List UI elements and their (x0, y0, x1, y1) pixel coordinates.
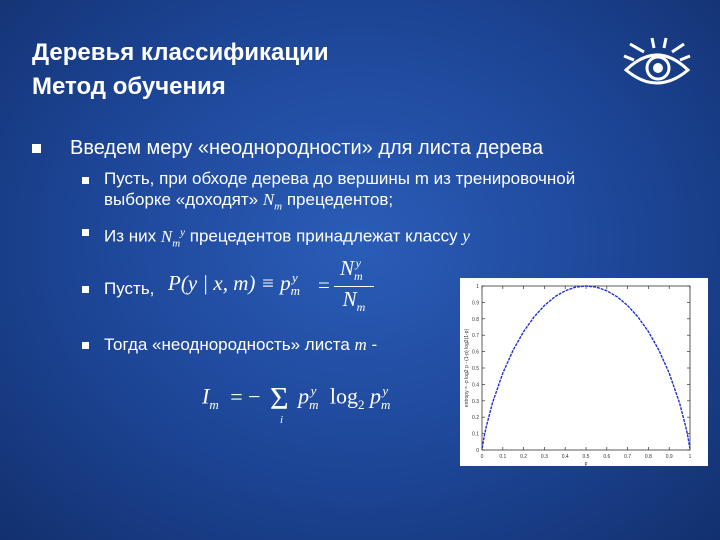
sub-bullet-1-text-end: прецедентов; (282, 190, 394, 209)
y-tick-label: 0.1 (472, 431, 479, 438)
entropy-term2-sup: y (382, 383, 389, 399)
sum-sigma: Σ (270, 380, 289, 416)
equals-sign: = (318, 273, 330, 297)
entropy-chart (460, 278, 708, 466)
y-tick-label: 0.9 (472, 300, 479, 307)
y-axis-label: entropy = -p log2 p - (1-p) log2(1-p) (464, 328, 470, 408)
x-tick-label: 0.6 (603, 454, 611, 460)
x-tick-label: 0.5 (582, 454, 590, 460)
prob-lhs: P(y | x, m) ≡ p (168, 271, 291, 295)
y-tick-label: 0.2 (472, 415, 479, 422)
bullet-marker (32, 144, 41, 153)
title-line-2: Метод обучения (32, 73, 226, 100)
y-tick-label: 0.5 (472, 366, 479, 372)
y-tick-label: 0.7 (472, 333, 479, 340)
title-line-1: Деревья классификации (32, 39, 329, 66)
sub-bullet-1 (104, 168, 575, 217)
bullet-marker (82, 286, 89, 293)
eye-logo-icon (622, 34, 692, 98)
entropy-term2-sub: m (380, 396, 391, 412)
prob-sub: m (290, 283, 300, 299)
x-tick-label: 0 (480, 454, 484, 460)
nm-math: $N_m$ (262, 190, 283, 213)
sub-bullet-4 (104, 333, 377, 357)
frac-num: N (339, 256, 354, 280)
entropy-term-p: p (298, 383, 310, 409)
entropy-rhs: = − (230, 383, 261, 409)
x-axis-label: p (584, 461, 588, 466)
frac-den-sub: m (356, 300, 366, 315)
log-text: log (329, 383, 358, 409)
log-base: 2 (357, 396, 365, 412)
fraction (334, 256, 374, 315)
entropy-lhs-sub: m (209, 396, 219, 412)
x-tick-label: 0.3 (540, 454, 548, 460)
y-tick-label: 0 (476, 448, 479, 454)
fraction-numerator (334, 256, 374, 287)
x-tick-label: 0.4 (561, 454, 569, 460)
nmy-math: $N_m^y$ (160, 226, 186, 250)
y-tick-label: 0.6 (472, 349, 479, 356)
sub-bullet-1-line-1: Пусть, при обходе дерева до вершины m из тренировочной (104, 169, 576, 188)
x-tick-label: 0.8 (644, 454, 652, 460)
entropy-term-sup: y (310, 383, 317, 399)
entropy-term2-p: p (369, 383, 381, 409)
sum-symbol (270, 380, 289, 426)
sub-bullet-2 (104, 220, 470, 255)
probability-formula (168, 270, 306, 299)
frac-den: N (342, 287, 357, 312)
sub-bullet-1-line-2 (104, 189, 575, 217)
sub-bullet-1-text: выборке «доходят» (104, 190, 263, 209)
class-y-math: y (462, 226, 470, 246)
x-tick-label: 0.2 (520, 454, 528, 460)
frac-num-sup: y (355, 256, 361, 270)
x-tick-label: 1 (688, 454, 692, 460)
sub-bullet-3-label: Пусть, (104, 279, 155, 298)
frac-num-sub: m (354, 269, 363, 284)
fraction-denominator (334, 287, 374, 315)
plot-frame (482, 286, 690, 450)
entropy-curve (482, 286, 690, 448)
sub-bullet-2-text: Из них (104, 226, 161, 246)
entropy-formula (202, 380, 396, 426)
bullet-marker (82, 342, 89, 349)
entropy-lhs: I (202, 383, 210, 409)
sum-index: i (280, 414, 284, 426)
y-tick-label: 0.4 (472, 382, 479, 389)
sub-bullet-4-text: Тогда «неоднородность» листа (104, 335, 355, 354)
y-tick-label: 1 (476, 284, 479, 290)
x-tick-label: 0.9 (665, 454, 673, 460)
x-tick-label: 0.1 (499, 454, 507, 460)
prob-sup: y (291, 270, 298, 285)
entropy-chart-svg (460, 278, 708, 466)
entropy-term-sub: m (309, 396, 319, 412)
m-math: m (354, 335, 367, 354)
x-tick-label: 0.7 (624, 454, 632, 460)
y-tick-label: 0.8 (472, 316, 479, 323)
y-tick-label: 0.3 (472, 398, 479, 405)
bullet-marker (82, 177, 89, 184)
slide-title (32, 36, 592, 104)
bullet-marker (82, 229, 89, 236)
main-bullet-text: Введем меру «неоднородности» для листа дерева (70, 137, 544, 159)
sub-bullet-2-text-end: прецедентов принадлежат классу (185, 226, 463, 246)
sub-bullet-4-text-end: - (366, 335, 378, 354)
